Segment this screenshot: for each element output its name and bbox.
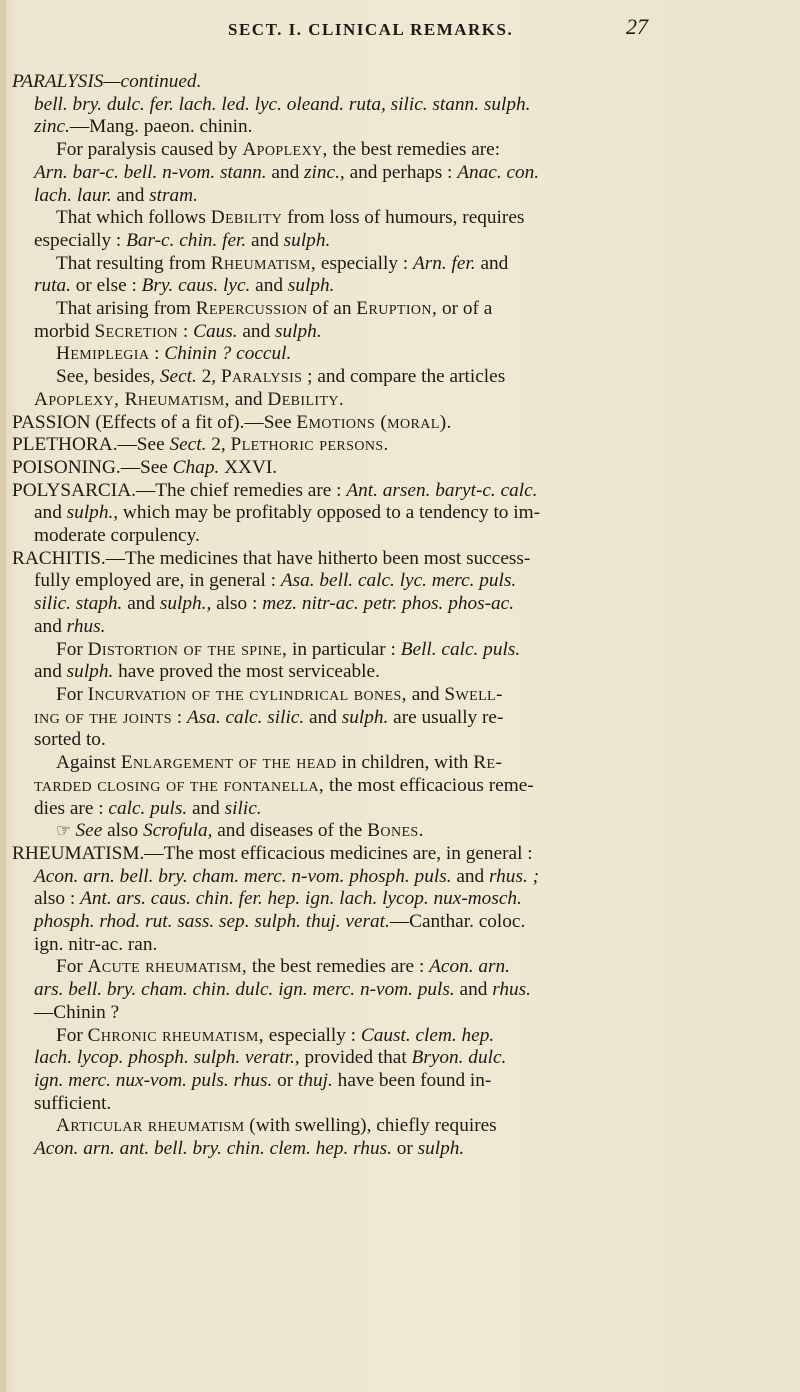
- text-segment: Asa. bell. calc. lyc. merc. puls.: [280, 570, 517, 592]
- text-segment: mez. nitr-ac. petr. phos. phos-ac.: [262, 593, 515, 615]
- text-segment: rhus.: [66, 615, 106, 637]
- text-segment: Scrofula,: [142, 820, 213, 842]
- text-segment: 2,: [206, 434, 231, 456]
- text-segment: Bry. caus. lyc.: [141, 275, 251, 297]
- pointing-hand-icon: ☞: [56, 821, 76, 841]
- text-segment: See, besides,: [56, 366, 160, 388]
- text-line: [12, 934, 782, 957]
- text-line: [12, 1047, 782, 1070]
- page-gutter: [0, 0, 6, 1392]
- text-segment: Re-: [473, 752, 503, 774]
- text-segment: POISONING.—See: [12, 456, 173, 478]
- text-segment: Sect.: [169, 434, 207, 456]
- text-segment: Debility.: [267, 388, 345, 410]
- text-segment: (with swelling), chiefly requires: [244, 1115, 497, 1137]
- text-segment: rhus.: [492, 979, 531, 1001]
- text-segment: lach. laur.: [34, 184, 112, 206]
- text-line: [12, 116, 782, 139]
- text-line: [12, 684, 782, 707]
- text-segment: tarded closing of the fontanella,: [34, 774, 325, 796]
- text-line: [12, 275, 782, 298]
- text-line: [12, 866, 782, 889]
- text-line: [12, 1002, 782, 1025]
- text-line: [12, 94, 782, 117]
- page-number: 27: [626, 14, 648, 39]
- text-line: [12, 1093, 782, 1116]
- text-segment: and diseases of the: [212, 820, 368, 842]
- text-segment: Acon. arn. ant. bell. bry. chin. clem. hep. rhus.: [34, 1138, 392, 1160]
- text-segment: stram.: [149, 184, 198, 206]
- text-segment: dies are :: [34, 797, 109, 819]
- text-segment: Caust. clem. hep.: [360, 1024, 495, 1046]
- text-segment: Paralysis: [220, 366, 303, 388]
- text-segment: Debility: [210, 207, 283, 229]
- text-segment: Acute rheumatism,: [87, 956, 248, 978]
- text-line: [12, 843, 782, 866]
- text-segment: ing of the joints: [34, 706, 172, 728]
- text-segment: Plethoric persons.: [230, 434, 389, 456]
- text-segment: and: [475, 252, 509, 274]
- text-line: [12, 729, 782, 752]
- text-segment: and: [246, 229, 284, 251]
- text-line: [12, 321, 782, 344]
- text-segment: 2,: [196, 366, 221, 388]
- text-segment: For paralysis caused by: [56, 139, 243, 161]
- text-segment: Articular rheumatism: [56, 1115, 245, 1137]
- text-line: [12, 707, 782, 730]
- text-segment: ign. merc. nux-vom. puls. rhus.: [34, 1069, 273, 1091]
- text-segment: Chronic rheumatism,: [87, 1024, 264, 1046]
- text-segment: sulph.: [287, 275, 335, 297]
- text-segment: Swell-: [444, 683, 503, 705]
- text-line: [12, 888, 782, 911]
- text-segment: thuj.: [298, 1069, 333, 1091]
- text-segment: ruta.: [34, 275, 71, 297]
- text-segment: Acon. arn. bell. bry. cham. merc. n-vom. phosph. puls.: [34, 865, 452, 887]
- text-segment: and: [34, 661, 67, 683]
- text-segment: in particular :: [287, 638, 401, 660]
- text-line: [12, 253, 782, 276]
- text-line: [12, 1138, 782, 1161]
- text-segment: Against: [56, 752, 121, 774]
- text-segment: morbid: [34, 320, 95, 342]
- text-segment: and: [187, 797, 225, 819]
- text-segment: sulph.,: [159, 593, 212, 615]
- text-line: [12, 525, 782, 548]
- text-segment: :: [171, 706, 187, 728]
- text-segment: and: [266, 161, 305, 183]
- text-line: [12, 480, 782, 503]
- text-line: [12, 412, 782, 435]
- text-segment: For: [56, 638, 88, 660]
- page-body-text: [12, 71, 782, 1161]
- text-segment: also :: [211, 593, 263, 615]
- text-segment: the best remedies are :: [247, 956, 430, 978]
- text-segment: provided that: [299, 1047, 412, 1069]
- text-line: [12, 434, 782, 457]
- text-segment: That resulting from: [56, 252, 211, 274]
- text-segment: and: [304, 706, 342, 728]
- text-segment: rhus. ;: [489, 865, 540, 887]
- text-segment: fully employed are, in general :: [34, 570, 281, 592]
- text-segment: PARALYSIS—continued.: [12, 71, 202, 92]
- text-segment: Secretion: [94, 320, 179, 342]
- text-segment: sulph.: [417, 1138, 465, 1160]
- text-segment: Chinin ? coccul.: [164, 343, 292, 365]
- text-segment: the most efficacious reme-: [324, 774, 534, 796]
- text-segment: POLYSARCIA.—The chief remedies are :: [12, 479, 347, 501]
- text-line: [12, 71, 782, 94]
- text-segment: have proved the most serviceable.: [113, 661, 380, 683]
- text-line: [12, 548, 782, 571]
- text-segment: ; and compare the articles: [302, 366, 506, 388]
- text-line: [12, 343, 782, 366]
- text-segment: For: [56, 956, 88, 978]
- text-segment: Enlargement of the head: [120, 752, 337, 774]
- text-segment: silic. staph.: [34, 593, 123, 615]
- text-segment: For: [56, 683, 88, 705]
- text-segment: moderate corpulency.: [34, 525, 200, 547]
- text-segment: sulph.: [275, 320, 322, 342]
- text-segment: or of a: [437, 298, 493, 320]
- text-segment: sulph.: [66, 661, 114, 683]
- text-segment: PASSION (Effects of a fit of).—See: [12, 411, 297, 433]
- text-segment: and: [111, 184, 150, 206]
- text-segment: sufficient.: [34, 1092, 112, 1114]
- text-segment: and: [122, 593, 160, 615]
- text-line: [12, 639, 782, 662]
- text-segment: Ant. arsen. baryt-c. calc.: [346, 479, 538, 501]
- text-segment: Emotions (moral).: [296, 411, 452, 433]
- text-segment: Sect.: [159, 366, 197, 388]
- text-segment: Ant. ars. caus. chin. fer. hep. ign. lach. lycop. nux-mosch.: [80, 888, 522, 910]
- text-segment: Apoplexy,: [242, 139, 328, 161]
- text-segment: the best remedies are:: [327, 139, 501, 161]
- text-segment: See: [75, 820, 103, 842]
- text-line: [12, 230, 782, 253]
- text-segment: Anac. con.: [457, 161, 540, 183]
- text-line: [12, 820, 782, 843]
- text-segment: Incurvation of the cylindrical bones,: [87, 683, 407, 705]
- text-segment: and: [406, 683, 445, 705]
- text-segment: and: [250, 275, 288, 297]
- text-segment: sorted to.: [34, 729, 106, 751]
- text-segment: Caus.: [193, 320, 238, 342]
- text-line: [12, 752, 782, 775]
- text-segment: Chap.: [172, 456, 220, 478]
- text-segment: —Chinin ?: [34, 1001, 120, 1023]
- text-segment: That arising from: [56, 298, 196, 320]
- text-segment: silic.: [224, 797, 262, 819]
- header-title: SECT. I. CLINICAL REMARKS.: [228, 20, 514, 39]
- text-segment: RHEUMATISM.—The most efficacious medicines are, in general :: [12, 842, 533, 864]
- text-segment: —Mang. paeon. chinin.: [69, 116, 253, 138]
- text-line: [12, 979, 782, 1002]
- text-segment: Bar-c. chin. fer.: [126, 229, 247, 251]
- text-segment: from loss of humours, requires: [282, 207, 525, 229]
- text-segment: Distortion of the spine,: [87, 638, 288, 660]
- text-line: [12, 389, 782, 412]
- text-line: [12, 457, 782, 480]
- text-segment: Repercussion: [195, 298, 308, 320]
- text-segment: are usually re-: [388, 706, 504, 728]
- text-segment: :: [178, 320, 194, 342]
- text-line: [12, 956, 782, 979]
- text-segment: bell. bry. dulc. fer. lach. led. lyc. oleand. ruta, silic. stann. sulph.: [34, 93, 531, 115]
- text-segment: Asa. calc. silic.: [186, 706, 305, 728]
- text-segment: also: [102, 820, 143, 842]
- text-line: [12, 593, 782, 616]
- text-line: [12, 1115, 782, 1138]
- text-line: [12, 616, 782, 639]
- text-line: [12, 570, 782, 593]
- text-segment: especially :: [263, 1024, 361, 1046]
- text-line: [12, 185, 782, 208]
- text-line: [12, 798, 782, 821]
- text-line: [12, 298, 782, 321]
- text-segment: Bell. calc. puls.: [400, 638, 521, 660]
- text-segment: Rheumatism,: [210, 252, 317, 274]
- text-line: [12, 1070, 782, 1093]
- text-segment: zinc.: [34, 116, 70, 138]
- text-segment: XXVI.: [219, 456, 278, 478]
- text-segment: ign. nitr-ac. ran.: [34, 933, 158, 955]
- text-line: [12, 366, 782, 389]
- text-segment: or else :: [70, 275, 142, 297]
- text-line: [12, 502, 782, 525]
- text-segment: of an: [307, 298, 357, 320]
- text-segment: and: [237, 320, 276, 342]
- text-segment: phosph. rhod. rut. sass. sep. sulph. thuj. verat.: [34, 911, 390, 933]
- text-segment: and: [229, 388, 268, 410]
- text-segment: calc. puls.: [108, 797, 188, 819]
- text-segment: PLETHORA.—See: [12, 434, 170, 456]
- text-segment: sulph.,: [66, 502, 119, 524]
- text-segment: Hemiplegia: [56, 343, 150, 365]
- text-segment: Arn. fer.: [412, 252, 476, 274]
- text-segment: and: [34, 615, 67, 637]
- text-segment: Acon. arn.: [429, 956, 510, 978]
- text-segment: have been found in-: [332, 1069, 492, 1091]
- text-segment: zinc.,: [304, 161, 345, 183]
- text-segment: and: [454, 979, 493, 1001]
- text-segment: especially :: [316, 252, 413, 274]
- text-line: [12, 775, 782, 798]
- text-segment: and perhaps :: [344, 161, 458, 183]
- text-segment: which may be profitably opposed to a tendency to im-: [118, 502, 541, 524]
- text-segment: sulph.: [283, 229, 331, 251]
- running-header: [0, 14, 800, 44]
- text-segment: also :: [34, 888, 81, 910]
- text-segment: Bryon. dulc.: [411, 1047, 507, 1069]
- text-segment: —Canthar. coloc.: [389, 911, 526, 933]
- text-segment: ars. bell. bry. cham. chin. dulc. ign. merc. n-vom. puls.: [34, 979, 455, 1001]
- text-line: [12, 911, 782, 934]
- text-segment: especially :: [34, 229, 127, 251]
- text-line: [12, 661, 782, 684]
- text-line: [12, 1025, 782, 1048]
- text-segment: sulph.: [341, 706, 389, 728]
- text-segment: Bones.: [367, 820, 424, 842]
- text-segment: or: [272, 1069, 299, 1091]
- text-segment: Eruption,: [356, 298, 438, 320]
- text-segment: Arn. bar-c. bell. n-vom. stann.: [34, 161, 267, 183]
- text-segment: lach. lycop. phosph. sulph. veratr.,: [34, 1047, 300, 1069]
- text-segment: RACHITIS.—The medicines that have hitherto been most success-: [12, 547, 531, 569]
- text-line: [12, 139, 782, 162]
- text-segment: :: [149, 343, 165, 365]
- text-line: [12, 162, 782, 185]
- text-segment: or: [391, 1138, 418, 1160]
- text-segment: and: [34, 502, 67, 524]
- text-line: [12, 207, 782, 230]
- text-segment: in children, with: [336, 752, 474, 774]
- text-segment: For: [56, 1024, 88, 1046]
- text-segment: and: [451, 865, 490, 887]
- text-segment: Apoplexy, Rheumatism,: [34, 388, 230, 410]
- text-segment: That which follows: [56, 207, 211, 229]
